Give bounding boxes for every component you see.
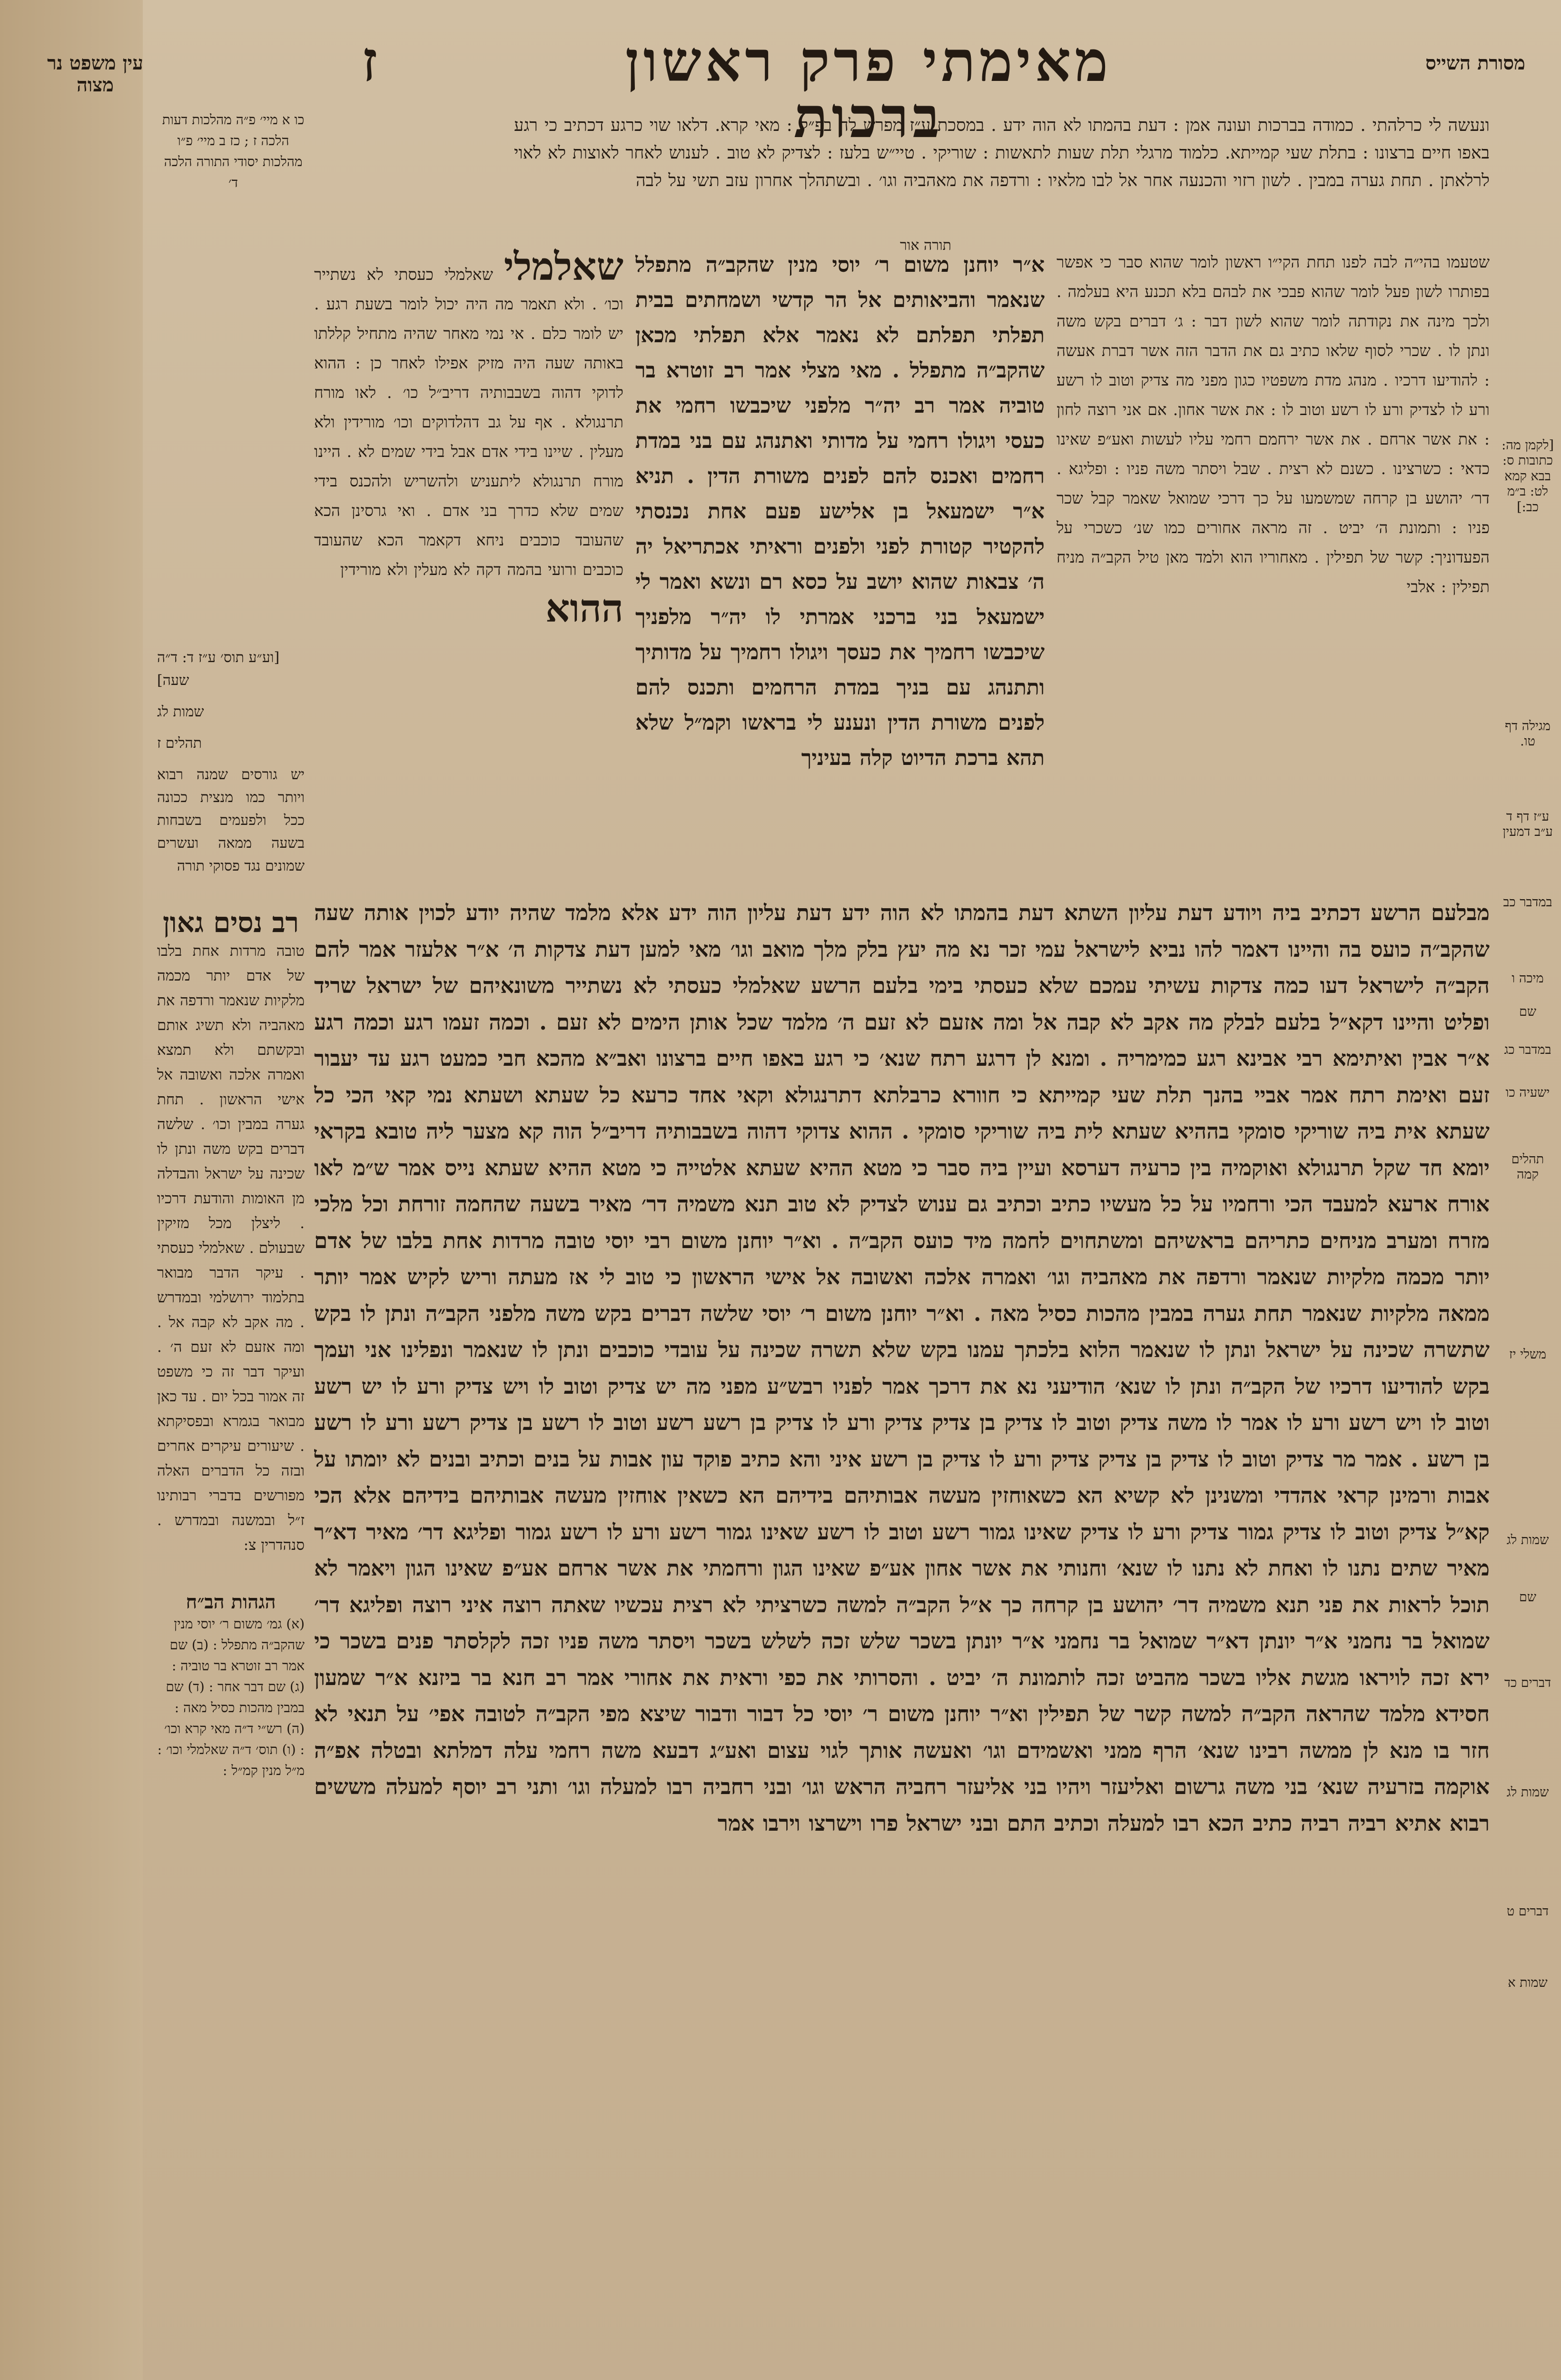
masoret-hashas-heading: מסורת השייס <box>1425 52 1525 74</box>
margin-ref: במדבר כג <box>1504 1042 1551 1057</box>
margin-ref: שמות לג <box>1506 1785 1549 1800</box>
rashi-top-commentary: ונעשה לי כרלהתי . כמודה בברכות ועונה אמן : דעת בהמתו לא הוה ידע . במסכת ע״ז מפרש לה בפ״ק : מאי קרא. דלאו שוי כרגע דכתיב כי רגע באפו חיים ברצונו : בתלת שעי קמייתא. כלמוד מרגלי תלת שעות לתאשות : שוריקי . טיי״ש בלעז : לצדיק לא טוב . לענוש לאחר לאוצות לא לאוי לרלאתן . תחת גערה במבין . לשון רזוי והכנעה אחר אל לבו מלאיו : ורדפה את מאהביה וגו׳ . ובשתהלך אחרון עזב תשי על לבה <box>514 116 1490 190</box>
margin-ref: מיכה ו <box>1512 971 1544 986</box>
rav-nissim-title: רב נסים גאון <box>162 906 299 939</box>
margin-ref: דברים ט <box>1506 1904 1549 1919</box>
hagahot-body: (א) גמ׳ משום ר׳ יוסי מנין שהקב״ה מתפלל : (ב) שם אמר רב זוטרא בר טוביה : (ג) שם דבר אחר : (ד) שם במבין מהכות כסיל מאה : (ה) רש״י ד״ה מאי קרא וכו׳ : (ו) תוס׳ ד״ה שאלמלי וכו׳ : מ״ל מנין קמ״ל : <box>157 1616 305 1778</box>
left-margin-column <box>157 638 305 1781</box>
margin-ref: ע״ז דף ד ע״ב דמעין <box>1502 809 1553 840</box>
margin-ref: דברים כד <box>1504 1676 1551 1690</box>
hagahot-title: הגהות הב״ח <box>186 1591 276 1613</box>
tosafot-opening-word: שאלמלי <box>504 248 623 289</box>
page-number: ז <box>362 28 377 94</box>
gemara-text-upper: א״ר יוחנן משום ר׳ יוסי מנין שהקב״ה מתפלל שנאמר והביאותים אל הר קדשי ושמחתים בבית תפלתי תפלתם לא נאמר אלא תפלתי מכאן שהקב״ה מתפלל . מאי מצלי אמר רב זוטרא בר טוביה אמר רב יה״ר מלפני שיכבשו רחמי את כעסי ויגולו רחמי על מדותי ואתנהג עם בני במדת רחמים ואכנס להם לפנים משורת הדין . תניא א״ר ישמעאל בן אלישע פעם אחת נכנסתי להקטיר קטורת לפני ולפנים וראיתי אכתריאל יה ה׳ צבאות שהוא יושב על כסא רם ונשא ואמר לי ישמעאל בני ברכני אמרתי לו יה״ר מלפניך שיכבשו רחמיך את כעסך ויגולו רחמיך על מדותיך ותתנהג עם בניך במדת הרחמים ותכנס להם לפנים משורת הדין ונענע לי בראשו וקמ״ל שלא תהא ברכת הדיוט קלה בעיניך <box>635 253 1045 770</box>
side-ref: [וע״ע תוס׳ ע״ז ד: ד״ה שעה] <box>157 649 280 689</box>
catchword: אמר <box>717 1810 755 1836</box>
gemara-text-main <box>314 895 1490 2370</box>
tosafot-second-heading: ההוא <box>545 586 623 631</box>
rashi-right-commentary: שטעמו בהי״ה לבה לפנו תחת הקי״ו ראשון לומר שהוא סבר כי אפשר בפותרו לשון פעל לומר שהוא פבכי את לבהם בלא תכנע היא בעלמה . ולכך מינה את נקודתה לומר שהוא לשון דבר : ג׳ דברים בקש משה ונתן לו . שכרי לסוף שלאו כתיב גם את הדבר הזה אשר דברת אעשה : להודיעו דרכיו . מנהג מדת משפטיו כגון מפני מה צדיק וטוב לו רשע ורע לו לצדיק ורע לו רשע וטוב לו : את אשר אחון. אם אני רוצה לחון : את אשר ארחם . את אשר ירחמם רחמי עליו לעשות ואע״פ שאינו כדאי : כשרצינו . כשנם לא רצית . שבל ויסתר משה פניו : ופליגא . דר׳ יהושע בן קרחה שמשמעו על כך דרכי שמואל שאמר קבל שכר פניו : ותמונת ה׳ יביט . זה מראה אחורים כמו שנ׳ כשכרי על הפעדוניך: קשר של תפילין . מאחוריו הוא ולמד מאן טיל הקב״ה מניח תפילין : אלבי <box>1057 253 1490 596</box>
page-edge-shadow <box>0 0 143 2380</box>
rav-nissim-body: טובה מרדות אחת בלבו של אדם יותר מכמה מלקיות שנאמר ורדפה את מאהביה ולא תשיג אותם ובקשתם ולא תמצא ואמרה אלכה ואשובה אל אישי הראשון . תחת גערה במבין וכו׳ . שלשה דברים בקש משה ונתן לו שכינה על ישראל והבדלה מן האומות והודעת דרכיו . ליצלן מכל מזיקין שבעולם . שאלמלי כעסתי . עיקר הדבר מבואר בתלמוד ירושלמי ובמדרש . מה אקב לא קבה אל . ומה אזעם לא זעם ה׳ . ועיקר דבר זה כי משפט זה אמור בכל יום . עד כאן מבואר בגמרא ובפסיקתא . שיעורים עיקרים אחרים ובזה כל הדברים האלה מפורשים בדברי רבותינו ז״ל ובמשנה ובמדרש . סנהדרין צ: <box>157 942 305 1554</box>
ein-mishpat-heading: עין משפט נר מצוה <box>47 52 143 96</box>
tosafot-text: שאלמלי כעסתי לא נשתייר וכו׳ . ולא תאמר מה היה יכול לומר בשעת רגע . יש לומר כלם . אי נמי מאחר שהיה מתחיל קללתו באותה שעה היה מזיק אפילו לאחר כן : ההוא לדוקי דהוה בשבבותיה דריב״ל כו׳ . לאו מורח תרנגולא . אף על גב דהלדוקים וכו׳ מורידין ולא מעלין . שיינו בידי אדם אבל בידי שמים לא . היינו מורח תרנגולא ליתעניש ולהשריש ולהכנס בידי שמים שלא כדרך בני אדם . ואי גרסינן הכא שהעובד כוכבים ניחא דקאמר הכא שהעובד כוכבים ורועי בהמה דקה לא מעלין ולא מורידין <box>314 265 623 579</box>
tosafot-commentary <box>314 248 623 881</box>
margin-ref: שמות לג <box>1506 1533 1549 1547</box>
ein-mishpat-entries: כו א מיי׳ פ״ה מהלכות דעות הלכה ז ; כז ב מיי׳ פ״ו מהלכות יסודי התורה הלכה ד׳ <box>162 112 305 190</box>
side-note: יש גורסים שמנה רבוא ויותר כמו מנצית ככונה ככל ולפעמים בשבחות בשעה ממאה ועשרים שמונים נגד פסוקי תורה <box>157 766 305 874</box>
margin-ref: מגילה דף טו. <box>1505 719 1551 749</box>
side-ref: תהלים ז <box>157 735 202 752</box>
side-ref: שמות לג <box>157 704 204 720</box>
margin-ref: שם <box>1519 1590 1536 1605</box>
page-title: מאימתי פרק ראשון ברכות <box>625 28 1112 150</box>
margin-ref: תהלים קמה <box>1511 1152 1544 1182</box>
margin-ref: [לקמן מה: כתובות ס: בבא קמא לט: ב״מ כב:] <box>1502 438 1554 515</box>
gemara-main-body: מבלעם הרשע דכתיב ביה ויודע דעת עליון השתא דעת בהמתו לא הוה ידע דעת עליון הוה ידע אלא מלמד שהיה יודע לכוין אותה שעה שהקב״ה כועס בה והיינו דאמר להו נביא לישראל עמי זכר נא מה יעץ בלק מלך מואב וגו׳ מאי למען דעת צדקות ה׳ א״ר אלעזר אמר להם הקב״ה לישראל דעו כמה צדקות עשיתי עמכם שלא כעסתי בימי בלעם הרשע שאלמלי כעסתי לא נשתייר משונאיהם של ישראל שריד ופליט והיינו דקא״ל בלעם לבלק מה אקב לא קבה אל ומה אזעם לא זעם ה׳ מלמד שכל אותן הימים לא זעם . וכמה זעמו רגע וכמה רגע א״ר אבין ואיתימא רבי אבינא רגע כמימריה . ומנא לן דרגע רתח שנא׳ כי רגע באפו חיים ברצונו ואב״א מהכא חבי כמעט רגע עד יעבור זעם ואימת רתח אמר אביי בהנך תלת שעי קמייתא כי חוורא כרבלתא דתרנגולא וקאי אחד כרעא כל שעתא ושעתא נמי קאי הכי כל שעתא אית ביה שוריקי סומקי בההיא שעתא לית ביה שוריקי סומקי . ההוא צדוקי דהוה בשבבותיה דריב״ל הוה קא מצער ליה טובא בקראי יומא חד שקל תרנגולא ואוקמיה בין כרעיה דערסא ועיין ביה סבר כי מטא ההיא שעתא אלטייה כי מטא ההיא שעתא נייס אמר ש״מ לאו אורח ארעא למעבד הכי ורחמיו על כל מעשיו כתיב וכתיב גם ענוש לצדיק לא טוב תנא משמיה דר׳ מאיר בשעה שהחמה זורחת וכל מלכי מזרח ומערב מניחים כתריהם בראשיהם ומשתחוים לחמה מיד כועס הקב״ה . וא״ר יוחנן משום רבי יוסי טובה מרדות אחת בלבו של אדם יותר מכמה מלקיות שנאמר ורדפה את מאהביה וגו׳ ואמרה אלכה ואשובה אל אישי הראשון כי טוב לי אז מעתה וריש לקיש אמר יותר ממאה מלקיות שנאמר תחת גערה במבין מהכות כסיל מאה . וא״ר יוחנן משום ר׳ יוסי שלשה דברים בקש משה מלפני הקב״ה ונתן לו בקש שתשרה שכינה על ישראל ונתן לו שנאמר הלוא בלכתך עמנו בקש שלא תשרה שכינה על עובדי כוכבים ונתן לו שנאמר ונפלינו אני ועמך בקש להודיעו דרכיו של הקב״ה ונתן לו שנא׳ הודיעני נא את דרכך אמר לפניו רבש״ע מפני מה יש צדיק וטוב לו ויש צדיק ורע לו יש רשע וטוב לו ויש רשע ורע לו אמר לו משה צדיק וטוב לו צדיק בן צדיק צדיק ורע לו צדיק בן רשע רשע וטוב לו רשע בן צדיק רשע ורע לו רשע בן רשע . אמר מר צדיק וטוב לו צדיק בן צדיק צדיק ורע לו צדיק בן רשע איני והא כתיב פוקד עון אבות על בנים וכתיב ובנים לא יומתו על אבות ורמינן קראי אהדדי ומשנינן לא קשיא הא כשאוחזין מעשה אבותיהם בידיהם הא כשאין אוחזין מעשה אבותיהם בידיהם אלא הכי קא״ל צדיק וטוב לו צדיק גמור צדיק ורע לו צדיק שאינו גמור רשע וטוב לו רשע שאינו גמור רשע ורע לו רשע גמור ופליגא דר׳ מאיר דא״ר מאיר שתים נתנו לו ואחת לא נתנו לו שנא׳ וחנותי את אשר אחון אע״פ שאינו הגון ורחמתי את אשר ארחם אע״פ שאינו הגון ויאמר לא תוכל לראות את פני תנא משמיה דר׳ יהושע בן קרחה כך א״ל הקב״ה למשה כשרציתי לא רצית עכשיו שאתה רוצה איני רוצה ופליגא דר׳ שמואל בר נחמני א״ר יונתן דא״ר שמואל בר נחמני א״ר יונתן בשכר שלש זכה לשלש בשכר ויסתר משה פניו זכה לקלסתר פנים בשכר כי ירא זכה לויראו מגשת אליו בשכר מהביט זכה לותמונת ה׳ יביט . והסרותי את כפי וראית את אחורי אמר רב חנא בר ביזנא א״ר שמעון חסידא מלמד שהראה הקב״ה למשה קשר של תפילין וא״ר יוחנן משום ר׳ יוסי כל דבור ודבור שיצא מפי הקב״ה לטובה אפי׳ על תנאי לא חזר בו מנא לן ממשה רבינו שנא׳ הרף ממני ואשמידם וגו׳ ואעשה אותך לגוי עצום ואע״ג דבעא משה רחמי עלה דמלתא ובטלה אפ״ה אוקמה בזרעיה שנא׳ בני משה גרשום ואליעזר ויהיו בני אליעזר רחביה הראש וגו׳ ובני רחביה רבו למעלה וגו׳ ותני רב יוסף למעלה מששים רבוא אתיא רביה רביה כתיב הכא רבו למעלה וכתיב התם ובני ישראל פרו וישרצו וירבו <box>314 900 1490 1836</box>
margin-ref: שמות א <box>1508 1975 1548 1990</box>
margin-ref: משלי יז <box>1509 1347 1547 1362</box>
margin-ref: במדבר כב <box>1503 895 1552 910</box>
torah-or-label: תורה אור <box>900 237 951 254</box>
margin-ref: ישעיה כו <box>1505 1085 1550 1100</box>
margin-ref: שם <box>1519 1004 1536 1019</box>
